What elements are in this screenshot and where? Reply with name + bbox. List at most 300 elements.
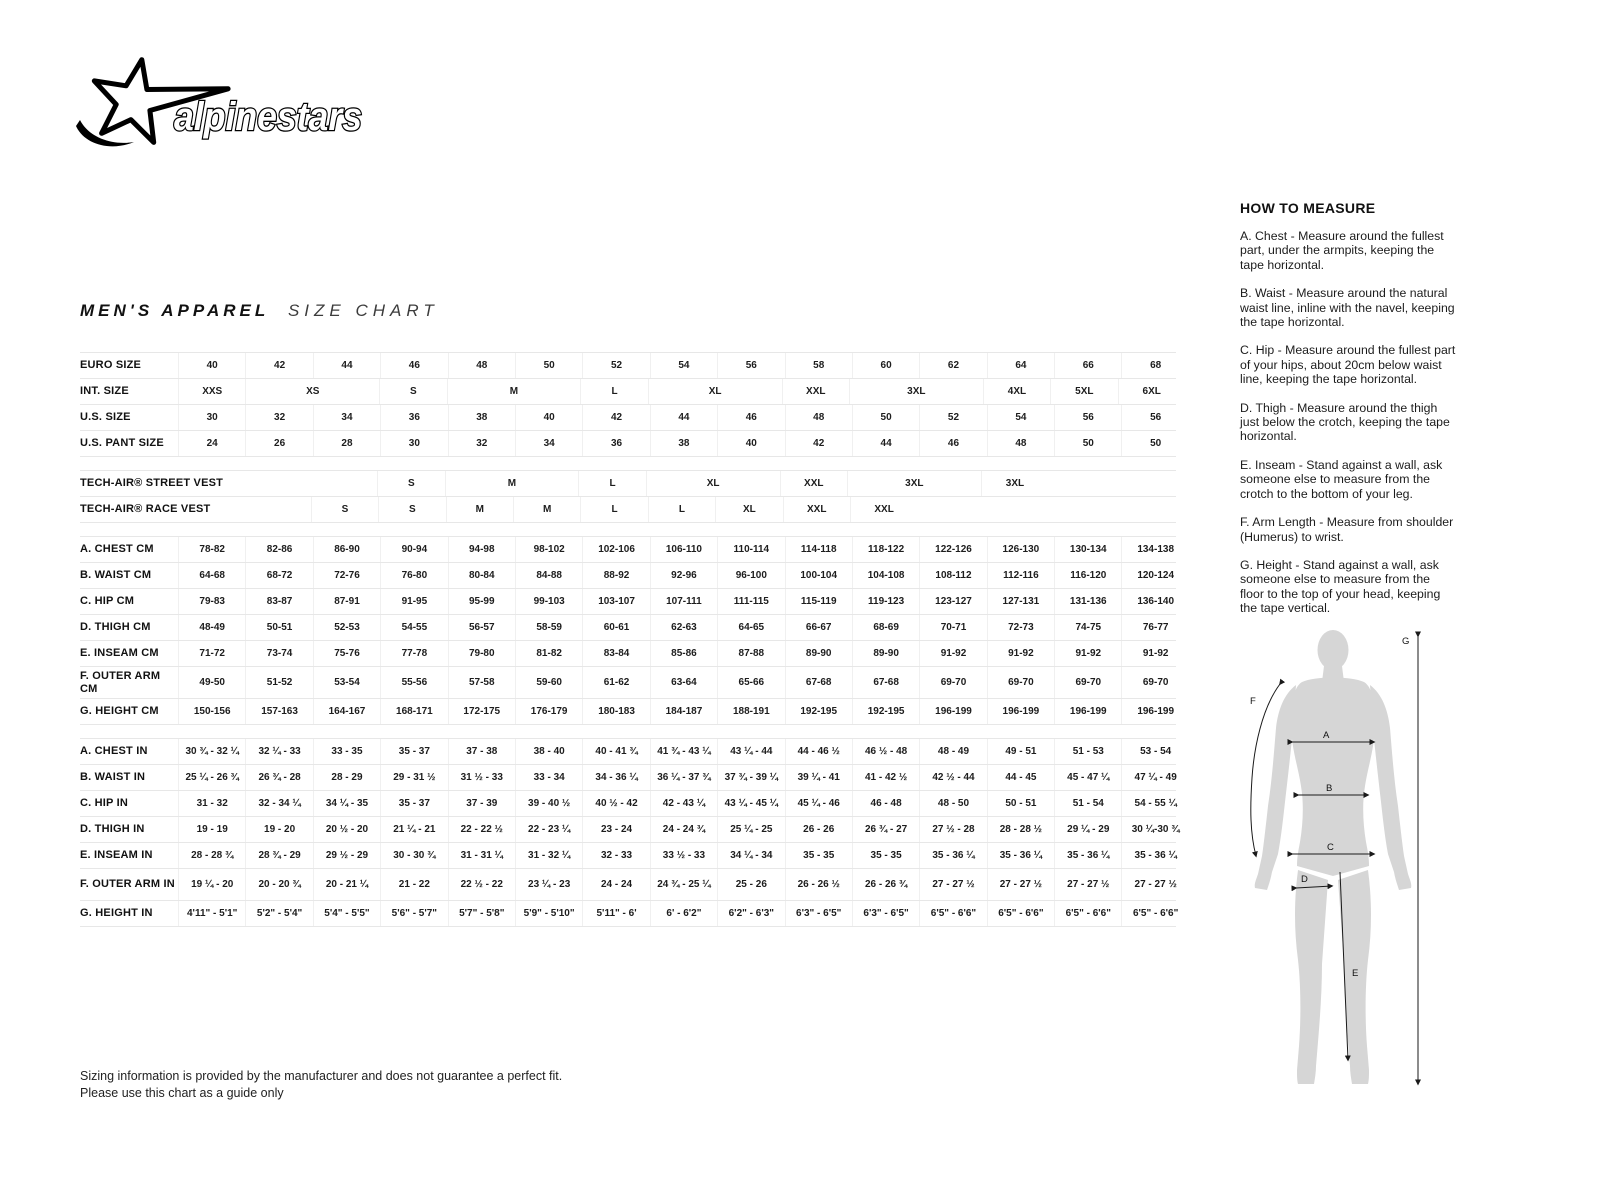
row-label: A. CHEST IN	[80, 745, 148, 758]
table-cell: 34 - 36 ¼	[582, 765, 649, 790]
table-cell: 80-84	[448, 563, 515, 588]
table-cell: 35 - 35	[785, 843, 852, 868]
table-cell: 5'7" - 5'8"	[448, 901, 515, 926]
table-cell: 53 - 54	[1121, 739, 1188, 764]
table-cell: 24 ¾ - 25 ¼	[650, 869, 717, 900]
table-cell: 48	[785, 405, 852, 430]
table-cell: 29 ½ - 29	[313, 843, 380, 868]
table-cell: 192-195	[852, 699, 919, 724]
table-cell: 83-84	[582, 641, 649, 666]
table-cell: 22 - 22 ½	[448, 817, 515, 842]
table-cell: 20 - 20 ¾	[245, 869, 312, 900]
table-cell: 62-63	[650, 615, 717, 640]
table-cell: 6'5" - 6'6"	[919, 901, 986, 926]
table-cell: 55-56	[380, 667, 447, 698]
measurement-letter-g: G	[1402, 636, 1410, 647]
table-cell: 37 ¾ - 39 ¼	[717, 765, 784, 790]
table-cell: 184-187	[650, 699, 717, 724]
table-cell: 4'11" - 5'1"	[178, 901, 245, 926]
table-row	[80, 379, 1176, 405]
row-label: INT. SIZE	[80, 385, 129, 398]
table-cell: 48	[987, 431, 1054, 456]
table-cell: 26	[245, 431, 312, 456]
table-cell: 36	[582, 431, 649, 456]
table-cell: 69-70	[919, 667, 986, 698]
table-cell: 42 - 43 ¼	[650, 791, 717, 816]
table-cell: XL	[648, 379, 782, 404]
table-cell: 50	[515, 353, 582, 378]
table-cell: 24 - 24	[582, 869, 649, 900]
table-cell: 21 ¼ - 21	[380, 817, 447, 842]
table-cell: 39 - 40 ½	[515, 791, 582, 816]
table-cell: 6'5" - 6'6"	[987, 901, 1054, 926]
table-cell: 32	[245, 405, 312, 430]
table-cell: 21 - 22	[380, 869, 447, 900]
how-to-measure-section	[1240, 200, 1456, 630]
table-cell: 32	[448, 431, 515, 456]
table-cell: 26 - 26 ½	[785, 869, 852, 900]
table-cell: 54	[987, 405, 1054, 430]
table-row	[80, 589, 1176, 615]
table-row	[80, 563, 1176, 589]
brand-star-icon	[76, 56, 366, 166]
table-cell: 5'9" - 5'10"	[515, 901, 582, 926]
table-cell: XS	[245, 379, 379, 404]
table-cell: 42	[582, 405, 649, 430]
table-cell: 87-91	[313, 589, 380, 614]
table-cell: 52	[919, 405, 986, 430]
table-cell: 188-191	[717, 699, 784, 724]
table-cell: 50	[1121, 431, 1188, 456]
table-cell: 5'11" - 6'	[582, 901, 649, 926]
table-cell: 91-92	[987, 641, 1054, 666]
table-cell: 92-96	[650, 563, 717, 588]
table-cell: 28 - 28 ¾	[178, 843, 245, 868]
table-cell: 65-66	[717, 667, 784, 698]
brand-wordmark: alpinestars	[174, 95, 362, 139]
table-cell: 91-95	[380, 589, 447, 614]
table-cell: M	[513, 497, 580, 522]
table-cell: 68-69	[852, 615, 919, 640]
table-cell: 76-80	[380, 563, 447, 588]
row-label: TECH-AIR® RACE VEST	[80, 503, 211, 516]
table-cell: 107-111	[650, 589, 717, 614]
table-cell: XXL	[780, 471, 847, 496]
table-cell: 81-82	[515, 641, 582, 666]
table-cell: 40	[717, 431, 784, 456]
table-cell: 26 ¾ - 27	[852, 817, 919, 842]
table-cell: 130-134	[1054, 537, 1121, 562]
table-cell: 74-75	[1054, 615, 1121, 640]
table-cell: 61-62	[582, 667, 649, 698]
table-cell: 66	[1054, 353, 1121, 378]
table-cell: 72-73	[987, 615, 1054, 640]
table-cell: 48-49	[178, 615, 245, 640]
table-row	[80, 641, 1176, 667]
table-cell: 115-119	[785, 589, 852, 614]
table-cell: 67-68	[852, 667, 919, 698]
table-cell: 23 ¼ - 23	[515, 869, 582, 900]
table-cell: 30 ¼-30 ¾	[1121, 817, 1188, 842]
table-group	[80, 738, 1180, 927]
table-cell: 19 - 19	[178, 817, 245, 842]
table-cell: 34 ¼ - 34	[717, 843, 784, 868]
measurement-letter-d: D	[1301, 874, 1308, 885]
table-cell: 27 - 27 ½	[1121, 869, 1188, 900]
table-cell: 96-100	[717, 563, 784, 588]
table-row	[80, 497, 1176, 523]
table-cell: 102-106	[582, 537, 649, 562]
table-cell: 150-156	[178, 699, 245, 724]
table-cell: 32 - 34 ¼	[245, 791, 312, 816]
table-cell: 54-55	[380, 615, 447, 640]
table-cell: 30 - 30 ¾	[380, 843, 447, 868]
table-cell: 40 - 41 ¾	[582, 739, 649, 764]
table-cell: 112-116	[987, 563, 1054, 588]
table-cell: 64	[987, 353, 1054, 378]
table-cell: 34 ¼ - 35	[313, 791, 380, 816]
table-cell: 54	[650, 353, 717, 378]
table-cell: 6'3" - 6'5"	[852, 901, 919, 926]
measure-item: A. Chest - Measure around the fullest part, under the armpits, keeping the tape horizontal.	[1240, 229, 1444, 272]
table-cell: 34	[313, 405, 380, 430]
table-cell: 56	[1121, 405, 1188, 430]
table-cell: 120-124	[1121, 563, 1188, 588]
measure-item: G. Height - Stand against a wall, ask someone else to measure from the floor to the top of your head, keeping the tape vertical.	[1240, 557, 1441, 616]
table-cell: 176-179	[515, 699, 582, 724]
table-cell: 196-199	[1121, 699, 1188, 724]
table-cell: 6XL	[1118, 379, 1185, 404]
table-cell: 79-80	[448, 641, 515, 666]
row-label: C. HIP IN	[80, 797, 129, 810]
table-cell: 27 - 27 ½	[919, 869, 986, 900]
table-cell: 20 - 21 ¼	[313, 869, 380, 900]
table-row	[80, 901, 1179, 927]
table-cell: 3XL	[849, 379, 983, 404]
row-label: C. HIP CM	[80, 595, 135, 608]
table-cell: 89-90	[852, 641, 919, 666]
table-cell: 98-102	[515, 537, 582, 562]
table-cell: 67-68	[785, 667, 852, 698]
table-cell: 38 - 40	[515, 739, 582, 764]
table-cell: 6'5" - 6'6"	[1054, 901, 1121, 926]
table-cell: 31 - 32	[178, 791, 245, 816]
row-label: B. WAIST IN	[80, 771, 146, 784]
table-cell: 35 - 37	[380, 739, 447, 764]
table-row	[80, 537, 1176, 563]
table-cell: 119-123	[852, 589, 919, 614]
footer-note	[80, 1068, 562, 1101]
table-cell: 59-60	[515, 667, 582, 698]
row-label: EURO SIZE	[80, 359, 142, 372]
table-cell: L	[648, 497, 715, 522]
table-cell: 30	[380, 431, 447, 456]
table-cell: 42	[245, 353, 312, 378]
table-cell: 37 - 39	[448, 791, 515, 816]
table-row	[80, 699, 1176, 725]
measurement-letter-e: E	[1352, 968, 1359, 979]
table-cell: 48	[448, 353, 515, 378]
table-cell: 31 ½ - 33	[448, 765, 515, 790]
table-cell	[917, 497, 1183, 522]
table-cell: 30	[178, 405, 245, 430]
table-cell: 35 - 36 ¼	[987, 843, 1054, 868]
table-cell: XL	[715, 497, 782, 522]
row-label: E. INSEAM CM	[80, 647, 159, 660]
table-cell: 27 - 27 ½	[987, 869, 1054, 900]
measure-items	[1240, 229, 1456, 616]
table-cell: 41 - 42 ½	[852, 765, 919, 790]
table-cell: 23 - 24	[582, 817, 649, 842]
table-cell: 44 - 45	[987, 765, 1054, 790]
table-cell: 99-103	[515, 589, 582, 614]
table-cell: 26 - 26	[785, 817, 852, 842]
table-cell: 32 ¼ - 33	[245, 739, 312, 764]
row-label: B. WAIST CM	[80, 569, 152, 582]
table-cell: 114-118	[785, 537, 852, 562]
human-silhouette-figure	[1255, 630, 1412, 1084]
table-cell: 108-112	[919, 563, 986, 588]
table-cell: 196-199	[1054, 699, 1121, 724]
table-cell: 48 - 50	[919, 791, 986, 816]
table-cell: 3XL	[981, 471, 1048, 496]
table-cell: 91-92	[919, 641, 986, 666]
table-cell: 69-70	[1054, 667, 1121, 698]
table-cell: 25 ¼ - 25	[717, 817, 784, 842]
table-row	[80, 353, 1176, 379]
table-cell: 46	[380, 353, 447, 378]
table-row	[80, 843, 1176, 869]
measurement-letter-a: A	[1323, 730, 1330, 741]
table-cell: 64-68	[178, 563, 245, 588]
table-cell: 6' - 6'2"	[650, 901, 717, 926]
table-cell: 110-114	[717, 537, 784, 562]
table-cell: 60	[852, 353, 919, 378]
measure-item: C. Hip - Measure around the fullest part of your hips, about 20cm below waist line, keeping the tape horizontal.	[1240, 343, 1456, 387]
table-cell: 5'4" - 5'5"	[313, 901, 380, 926]
table-cell: 118-122	[852, 537, 919, 562]
table-cell: 42 ½ - 44	[919, 765, 986, 790]
measure-heading: HOW TO MEASURE	[1240, 200, 1376, 216]
table-cell: 22 ½ - 22	[448, 869, 515, 900]
table-cell: 127-131	[987, 589, 1054, 614]
measure-item: B. Waist - Measure around the natural waist line, inline with the navel, keeping the tape horizontal.	[1240, 286, 1455, 330]
row-label: F. OUTER ARM CM	[80, 670, 161, 695]
table-cell: 35 - 37	[380, 791, 447, 816]
measurement-letter-c: C	[1327, 842, 1334, 853]
table-row	[80, 471, 1176, 497]
table-cell: 91-92	[1054, 641, 1121, 666]
table-cell: 126-130	[987, 537, 1054, 562]
table-row	[80, 869, 1176, 901]
table-cell: 39 ¼ - 41	[785, 765, 852, 790]
table-cell: 57-58	[448, 667, 515, 698]
table-cell: 24	[178, 431, 245, 456]
table-cell: 131-136	[1054, 589, 1121, 614]
table-cell: 196-199	[987, 699, 1054, 724]
row-label: D. THIGH CM	[80, 621, 151, 634]
table-cell: 51-52	[245, 667, 312, 698]
table-cell: 42	[785, 431, 852, 456]
table-cell: 50	[1054, 431, 1121, 456]
table-cell: 78-82	[178, 537, 245, 562]
table-cell: S	[378, 497, 445, 522]
table-row	[80, 817, 1180, 843]
table-cell: 50	[852, 405, 919, 430]
table-cell: 43 ¼ - 45 ¼	[717, 791, 784, 816]
body-diagram	[1230, 628, 1450, 1098]
table-cell: 33 - 34	[515, 765, 582, 790]
table-cell: 196-199	[919, 699, 986, 724]
table-cell: 3XL	[847, 471, 981, 496]
table-cell: 30 ¾ - 32 ¼	[178, 739, 245, 764]
table-cell: 58-59	[515, 615, 582, 640]
table-cell: 106-110	[650, 537, 717, 562]
table-cell: 33 ½ - 33	[650, 843, 717, 868]
table-cell: 35 - 36 ¼	[1121, 843, 1188, 868]
table-cell: 44 - 46 ½	[785, 739, 852, 764]
table-cell: 51 - 54	[1054, 791, 1121, 816]
table-cell: 29 - 31 ½	[380, 765, 447, 790]
measure-item: E. Inseam - Stand against a wall, ask someone else to measure from the crotch to the bottom of your leg.	[1240, 457, 1443, 501]
table-cell: 5'2" - 5'4"	[245, 901, 312, 926]
table-cell: 47 ¼ - 49	[1121, 765, 1188, 790]
table-cell: 6'5" - 6'6"	[1121, 901, 1188, 926]
table-cell: 27 ½ - 28	[919, 817, 986, 842]
table-cell: 76-77	[1121, 615, 1188, 640]
row-label: U.S. SIZE	[80, 411, 131, 424]
table-cell: 79-83	[178, 589, 245, 614]
table-cell: 58	[785, 353, 852, 378]
measure-item: F. Arm Length - Measure from shoulder (Humerus) to wrist.	[1240, 515, 1454, 544]
table-cell: 84-88	[515, 563, 582, 588]
table-cell: 46	[919, 431, 986, 456]
table-cell: 34	[515, 431, 582, 456]
table-cell: 72-76	[313, 563, 380, 588]
table-cell: 104-108	[852, 563, 919, 588]
table-cell: XXL	[850, 497, 917, 522]
table-cell: 82-86	[245, 537, 312, 562]
table-cell: 38	[650, 431, 717, 456]
table-cell: 63-64	[650, 667, 717, 698]
table-cell: 5XL	[1050, 379, 1117, 404]
table-cell: 192-195	[785, 699, 852, 724]
table-cell: 87-88	[717, 641, 784, 666]
table-cell: 100-104	[785, 563, 852, 588]
table-group	[80, 352, 1176, 457]
table-cell: 28 - 29	[313, 765, 380, 790]
table-cell	[178, 471, 377, 496]
row-label: F. OUTER ARM IN	[80, 878, 175, 891]
table-cell: 91-92	[1121, 641, 1188, 666]
row-label: G. HEIGHT CM	[80, 705, 159, 718]
table-cell: 40	[178, 353, 245, 378]
table-cell: 45 ¼ - 46	[785, 791, 852, 816]
table-cell: 68-72	[245, 563, 312, 588]
table-group	[80, 470, 1176, 523]
table-cell: 111-115	[717, 589, 784, 614]
table-cell: M	[445, 471, 579, 496]
table-cell: L	[580, 497, 647, 522]
table-cell: XXL	[782, 379, 849, 404]
table-cell: 43 ¼ - 44	[717, 739, 784, 764]
measurement-letter-b: B	[1326, 783, 1333, 794]
table-cell: 85-86	[650, 641, 717, 666]
table-row	[80, 765, 1176, 791]
table-cell: S	[377, 471, 444, 496]
size-table	[80, 352, 1180, 927]
table-cell: XXS	[178, 379, 245, 404]
table-cell: 35 - 36 ¼	[1054, 843, 1121, 868]
table-cell: 46	[717, 405, 784, 430]
table-cell: 54 - 55 ¼	[1121, 791, 1188, 816]
table-cell: 134-138	[1121, 537, 1188, 562]
table-cell: 6'2" - 6'3"	[717, 901, 784, 926]
table-cell: 28 - 28 ½	[987, 817, 1054, 842]
table-cell: 95-99	[448, 589, 515, 614]
table-cell: S	[379, 379, 446, 404]
table-cell: M	[446, 497, 513, 522]
table-cell: 172-175	[448, 699, 515, 724]
table-cell: 60-61	[582, 615, 649, 640]
table-cell: XXL	[783, 497, 850, 522]
table-cell: 49-50	[178, 667, 245, 698]
table-cell: 69-70	[987, 667, 1054, 698]
table-cell: 71-72	[178, 641, 245, 666]
table-cell: 69-70	[1121, 667, 1188, 698]
table-cell: 52	[582, 353, 649, 378]
table-row	[80, 615, 1176, 641]
table-cell: 26 ¾ - 28	[245, 765, 312, 790]
table-cell	[178, 497, 311, 522]
table-cell: 28 ¾ - 29	[245, 843, 312, 868]
table-cell: 48 - 49	[919, 739, 986, 764]
table-cell: M	[447, 379, 581, 404]
table-cell: 52-53	[313, 615, 380, 640]
alpinestars-logo	[76, 56, 366, 166]
table-cell: 77-78	[380, 641, 447, 666]
table-cell: 29 ¼ - 29	[1054, 817, 1121, 842]
table-cell: 27 - 27 ½	[1054, 869, 1121, 900]
table-cell: 19 - 20	[245, 817, 312, 842]
table-cell: 136-140	[1121, 589, 1188, 614]
page-title-sub: SIZE CHART	[287, 301, 439, 320]
table-cell: 24 - 24 ¾	[650, 817, 717, 842]
table-cell: 75-76	[313, 641, 380, 666]
table-cell: 46 ½ - 48	[852, 739, 919, 764]
table-cell: 89-90	[785, 641, 852, 666]
table-row	[80, 739, 1176, 765]
table-cell: 35 - 35	[852, 843, 919, 868]
table-cell: 46 - 48	[852, 791, 919, 816]
table-cell: 62	[919, 353, 986, 378]
row-label: U.S. PANT SIZE	[80, 437, 164, 450]
table-cell: 66-67	[785, 615, 852, 640]
table-cell: 35 - 36 ¼	[919, 843, 986, 868]
table-cell: 70-71	[919, 615, 986, 640]
table-cell: 26 - 26 ¾	[852, 869, 919, 900]
table-cell: 56-57	[448, 615, 515, 640]
table-cell: L	[578, 471, 645, 496]
table-cell: 38	[448, 405, 515, 430]
table-cell: 6'3" - 6'5"	[785, 901, 852, 926]
table-cell: 86-90	[313, 537, 380, 562]
table-cell: 83-87	[245, 589, 312, 614]
table-cell: 40 ½ - 42	[582, 791, 649, 816]
table-cell: 25 - 26	[717, 869, 784, 900]
table-cell: 32 - 33	[582, 843, 649, 868]
table-cell	[1048, 471, 1181, 496]
